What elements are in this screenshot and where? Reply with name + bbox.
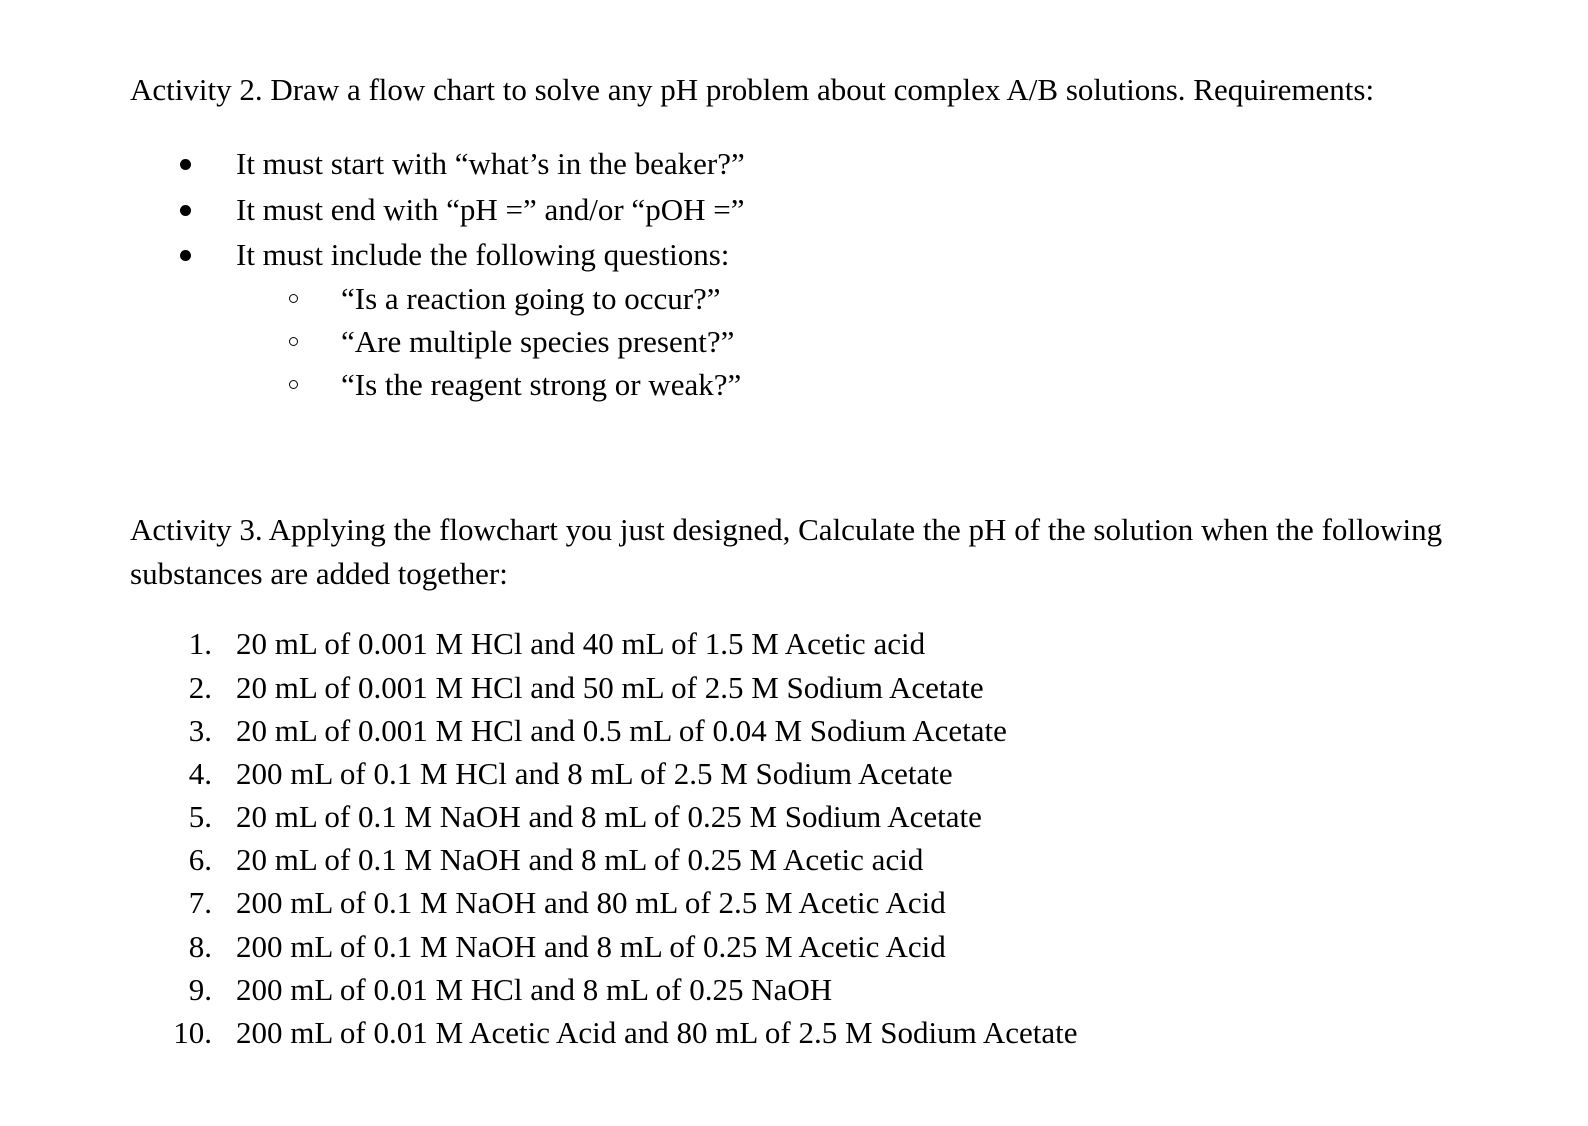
list-item: [0, 666, 1588, 710]
question-sub-bullet: [0, 320, 1588, 364]
item-text: 20 mL of 0.001 M HCl and 40 mL of 1.5 M Acetic acid: [236, 626, 926, 661]
activity3-heading-line1: Activity 3. Applying the flowchart you just designed, Calculate the pH of the solution when the following: [130, 512, 1443, 547]
question-text: “Is a reaction going to occur?”: [341, 281, 721, 316]
item-number: 1.: [188, 626, 212, 661]
question-text: “Is the reagent strong or weak?”: [341, 367, 742, 402]
item-text: 200 mL of 0.1 M NaOH and 80 mL of 2.5 M Acetic Acid: [236, 885, 946, 920]
requirement-text: It must start with “what’s in the beaker?”: [236, 146, 745, 181]
item-number: 4.: [188, 756, 212, 791]
list-item: [0, 795, 1588, 839]
hollow-circle-icon: [289, 337, 298, 346]
bullet-dot-icon: [180, 205, 191, 216]
list-item: [0, 1011, 1588, 1055]
hollow-circle-icon: [289, 380, 298, 389]
item-number: 10.: [173, 1015, 212, 1050]
item-text: 200 mL of 0.01 M Acetic Acid and 80 mL of 2.5 M Sodium Acetate: [236, 1015, 1078, 1050]
activity3-heading-line2: substances are added together:: [130, 556, 508, 591]
activity2-heading: Activity 2. Draw a flow chart to solve any pH problem about complex A/B solutions. Requirements:: [130, 72, 1375, 107]
item-text: 20 mL of 0.1 M NaOH and 8 mL of 0.25 M Sodium Acetate: [236, 799, 982, 834]
list-item: [0, 968, 1588, 1012]
list-item: [0, 881, 1588, 925]
list-item: [0, 622, 1588, 666]
item-text: 200 mL of 0.1 M HCl and 8 mL of 2.5 M Sodium Acetate: [236, 756, 953, 791]
item-text: 20 mL of 0.001 M HCl and 0.5 mL of 0.04 M Sodium Acetate: [236, 713, 1007, 748]
item-number: 7.: [188, 885, 212, 920]
item-text: 20 mL of 0.001 M HCl and 50 mL of 2.5 M Sodium Acetate: [236, 670, 984, 705]
requirement-bullet: [0, 188, 1588, 232]
item-number: 6.: [188, 842, 212, 877]
item-number: 5.: [188, 799, 212, 834]
item-number: 3.: [188, 713, 212, 748]
hollow-circle-icon: [289, 294, 298, 303]
item-number: 2.: [188, 670, 212, 705]
list-item: [0, 752, 1588, 796]
list-item: [0, 838, 1588, 882]
item-text: 200 mL of 0.1 M NaOH and 8 mL of 0.25 M Acetic Acid: [236, 929, 946, 964]
requirement-bullet: [0, 233, 1588, 277]
bullet-dot-icon: [180, 250, 191, 261]
item-number: 8.: [188, 929, 212, 964]
requirement-text: It must include the following questions:: [236, 237, 730, 272]
question-text: “Are multiple species present?”: [341, 324, 735, 359]
question-sub-bullet: [0, 277, 1588, 321]
bullet-dot-icon: [180, 159, 191, 170]
activity3-heading: [130, 508, 1442, 596]
list-item: [0, 925, 1588, 969]
item-text: 200 mL of 0.01 M HCl and 8 mL of 0.25 NaOH: [236, 972, 833, 1007]
list-item: [0, 709, 1588, 753]
question-sub-bullet: [0, 363, 1588, 407]
item-number: 9.: [188, 972, 212, 1007]
requirement-bullet: [0, 142, 1588, 186]
requirement-text: It must end with “pH =” and/or “pOH =”: [236, 192, 745, 227]
item-text: 20 mL of 0.1 M NaOH and 8 mL of 0.25 M Acetic acid: [236, 842, 924, 877]
